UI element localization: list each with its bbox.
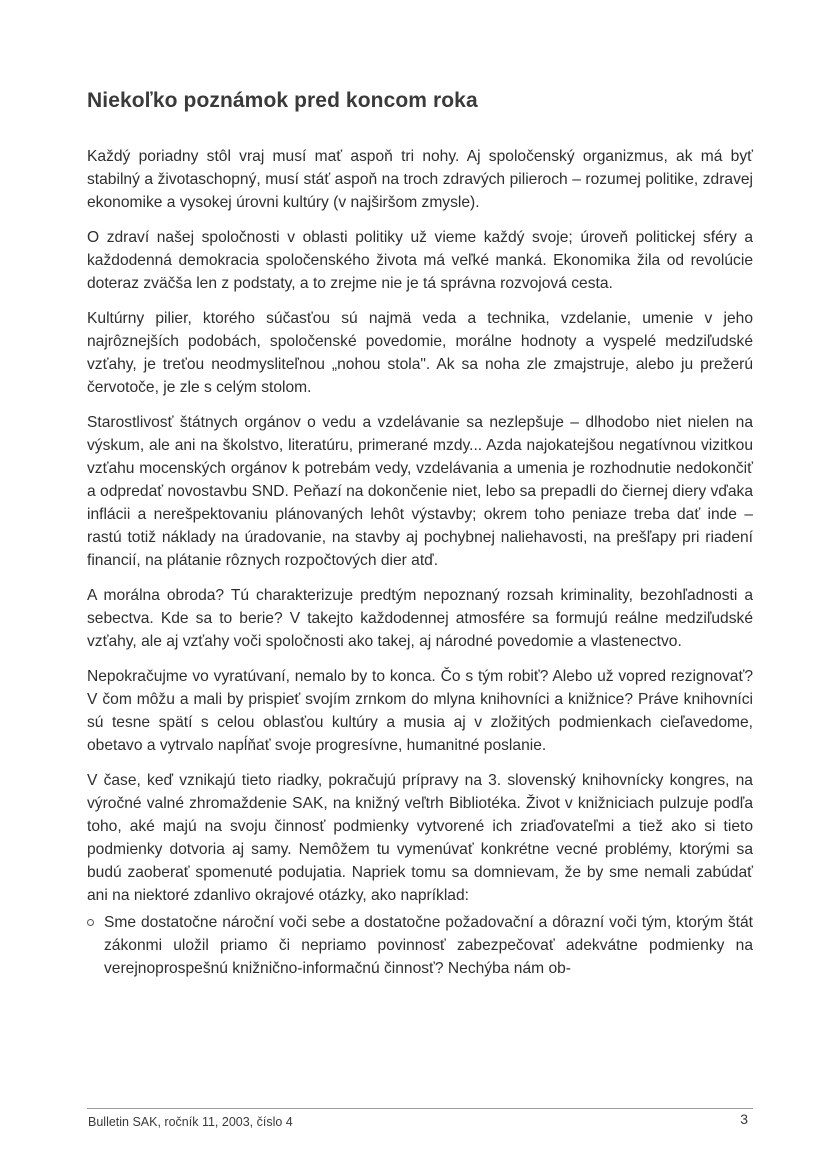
paragraph: O zdraví našej spoločnosti v oblasti politiky už vieme každý svoje; úroveň politickej sféry a každodenná demokracia spoločenského života má veľké manká. Ekonomika žila od revolúcie doteraz zväčša len z podstaty, a to zrejme nie je tá správna rozvojová cesta. [87,229,753,292]
paragraph: Nepokračujme vo vyratúvaní, nemalo by to konca. Čo s tým robiť? Alebo už vopred rezignovať? V čom môžu a mali by prispieť svojím zrnkom do mlyna knihovníci a knižnice? Práve knihovníci sú tesne spätí s celou oblasťou kultúry a musia aj v zložitých podmienkach cieľavedome, obetavo a vytrvalo napĺňať svoje progresívne, humanitné poslanie. [87,668,753,754]
page-number: 3 [740,1111,748,1127]
footer-divider [87,1108,753,1109]
article-title: Niekoľko poznámok pred koncom roka [87,89,478,112]
paragraph: A morálna obroda? Tú charakterizuje predtým nepoznaný rozsah kriminality, bezohľadnosti a sebectva. Kde sa to berie? V takejto každodennej atmosfére sa formujú reálne medziľudské vzťahy, ale aj vzťahy voči spoločnosti ako takej, aj národné povedomie a vlastenectvo. [87,587,753,650]
paragraph: Kultúrny pilier, ktorého súčasťou sú najmä veda a technika, vzdelanie, umenie v jeho najrôznejších podobách, spoločenské povedomie, morálne hodnoty a vyspelé medziľudské vzťahy, je treťou neodmysliteľnou „nohou stola". Ak sa noha zle zmajstruje, alebo ju prežerú červotoče, je zle s celým stolom. [87,310,753,396]
article-body [87,145,753,980]
paragraph: Každý poriadny stôl vraj musí mať aspoň tri nohy. Aj spoločenský organizmus, ak má byť stabilný a životaschopný, musí stáť aspoň na troch zdravých pilieroch – rozumej politike, zdravej ekonomike a vysokej úrovni kultúry (v najširšom zmysle). [87,148,753,211]
bullet-item [87,911,753,980]
footer-publication: Bulletin SAK, ročník 11, 2003, číslo 4 [88,1115,293,1129]
bullet-list [87,911,753,980]
bullet-icon [87,919,94,926]
paragraph: V čase, keď vznikajú tieto riadky, pokračujú prípravy na 3. slovenský knihovnícky kongres, na výročné valné zhromaždenie SAK, na knižný veľtrh Bibliotéka. Život v knižniciach pulzuje podľa toho, aké majú na svoju činnosť podmienky vytvorené ich zriaďovateľmi a tiež ako si tieto podmienky dotvoria aj samy. Nemôžem tu vymenúvať konkrétne vecné problémy, ktorými sa budú zaoberať spomenuté podujatia. Napriek tomu sa domnievam, že by sme nemali zabúdať ani na niektoré zdanlivo okrajové otázky, ako napríklad: [87,772,753,904]
paragraph: Starostlivosť štátnych orgánov o vedu a vzdelávanie sa nezlepšuje – dlhodobo niet nielen na výskum, ale ani na školstvo, literatúru, primerané mzdy... Azda najokatejšou negatívnou vizitkou vzťahu mocenských orgánov k potrebám vedy, vzdelávania a umenia je rozhodnutie nedokončiť a odpredať novostavbu SND. Peňazí na dokončenie niet, lebo sa prepadli do čiernej diery vďaka inflácii a nerešpektovaniu plánovaných lehôt výstavby; okrem toho peniaze treba dať inde – rastú totiž náklady na úradovanie, na stavby aj pochybnej naliehavosti, na prešľapy pri riadení financií, na plátanie rôznych rozpočtových dier atď. [87,414,753,569]
bullet-text: Sme dostatočne nároční voči sebe a dostatočne požadovační a dôrazní voči tým, ktorým štát zákonmi uložil priamo či nepriamo povinnosť zabezpečovať adekvátne podmienky na verejnoprospešnú knižnično-informačnú činnosť? Nechýba nám ob- [104,914,753,977]
